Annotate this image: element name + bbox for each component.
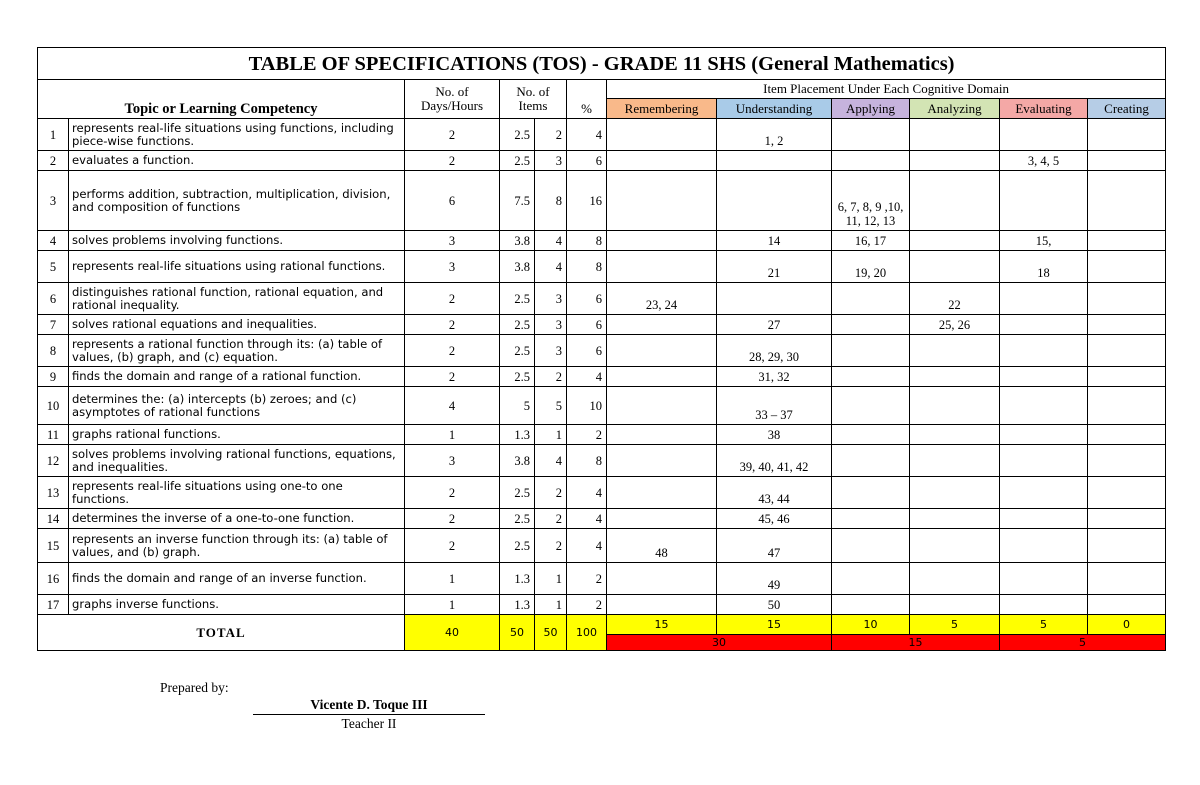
placement-rem-cell [607,171,717,231]
placement-cre-cell [1088,563,1166,595]
placement-ana-cell: 22 [910,283,1000,315]
placement-cre-cell [1088,425,1166,445]
signatory-name: Vicente D. Toque III [253,697,485,715]
placement-eva-cell [1000,509,1088,529]
placement-und-cell: 31, 32 [717,367,832,387]
placement-und-cell: 50 [717,595,832,615]
table-row [38,563,1166,595]
placement-app-cell [832,595,910,615]
topic-header: Topic or Learning Competency [38,80,405,119]
items-cell: 3 [535,315,567,335]
row-number: 3 [38,171,69,231]
placement-rem-cell [607,563,717,595]
placement-cre-cell [1088,335,1166,367]
percent-cell: 4 [567,509,607,529]
table-row [38,387,1166,425]
items-cell: 5 [535,387,567,425]
total-items-computed: 50 [500,615,535,651]
placement-cre-cell [1088,283,1166,315]
row-number: 7 [38,315,69,335]
items-cell: 3 [535,151,567,171]
placement-eva-cell: 3, 4, 5 [1000,151,1088,171]
placement-app-cell [832,425,910,445]
total-row [38,615,1166,635]
days-cell: 4 [405,387,500,425]
items-computed-cell: 5 [500,387,535,425]
percent-cell: 4 [567,367,607,387]
competency-cell: finds the domain and range of a rational function. [69,367,405,387]
items-cell: 2 [535,119,567,151]
days-cell: 2 [405,151,500,171]
items-computed-cell: 2.5 [500,151,535,171]
placement-cre-cell [1088,445,1166,477]
placement-und-cell: 1, 2 [717,119,832,151]
total-percent: 100 [567,615,607,651]
items-cell: 2 [535,367,567,387]
days-cell: 2 [405,509,500,529]
placement-ana-cell [910,595,1000,615]
table-row [38,595,1166,615]
row-number: 16 [38,563,69,595]
placement-ana-cell [910,445,1000,477]
percent-header: % [567,80,607,119]
items-cell: 4 [535,445,567,477]
percent-cell: 6 [567,315,607,335]
table-row [38,367,1166,387]
domain-evaluating: Evaluating [1000,99,1088,119]
competency-cell: finds the domain and range of an inverse function. [69,563,405,595]
days-cell: 3 [405,445,500,477]
placement-rem-cell [607,315,717,335]
placement-rem-cell [607,151,717,171]
table-row [38,151,1166,171]
percent-cell: 8 [567,231,607,251]
items-cell: 1 [535,425,567,445]
competency-cell: represents real-life situations using one-to one functions. [69,477,405,509]
percent-cell: 6 [567,151,607,171]
page-title: TABLE OF SPECIFICATIONS (TOS) - GRADE 11 SHS (General Mathematics) [38,48,1166,80]
placement-und-cell: 49 [717,563,832,595]
placement-app-cell [832,335,910,367]
items-cell: 1 [535,595,567,615]
items-cell: 8 [535,171,567,231]
row-number: 17 [38,595,69,615]
competency-cell: represents real-life situations using functions, including piece-wise functions. [69,119,405,151]
placement-rem-cell [607,425,717,445]
placement-app-cell [832,151,910,171]
row-number: 12 [38,445,69,477]
placement-eva-cell: 15, [1000,231,1088,251]
placement-und-cell: 21 [717,251,832,283]
items-computed-cell: 2.5 [500,119,535,151]
table-row [38,509,1166,529]
placement-cre-cell [1088,119,1166,151]
table-row [38,425,1166,445]
total-days: 40 [405,615,500,651]
placement-app-cell [832,387,910,425]
items-cell: 4 [535,251,567,283]
placement-ana-cell [910,563,1000,595]
items-cell: 1 [535,563,567,595]
row-number: 13 [38,477,69,509]
placement-app-cell: 16, 17 [832,231,910,251]
placement-rem-cell [607,509,717,529]
placement-cre-cell [1088,477,1166,509]
placement-und-cell [717,171,832,231]
table-row [38,119,1166,151]
placement-app-cell [832,509,910,529]
placement-rem-cell [607,477,717,509]
percent-cell: 8 [567,445,607,477]
items-computed-cell: 2.5 [500,283,535,315]
days-cell: 1 [405,563,500,595]
domain-analyzing: Analyzing [910,99,1000,119]
placement-cre-cell [1088,387,1166,425]
placement-app-cell [832,445,910,477]
placement-app-cell [832,563,910,595]
placement-und-cell [717,283,832,315]
placement-app-cell [832,367,910,387]
tos-table [37,47,1166,651]
percent-cell: 8 [567,251,607,283]
total-applying: 10 [832,615,910,635]
placement-eva-cell [1000,477,1088,509]
items-computed-cell: 3.8 [500,445,535,477]
items-computed-cell: 1.3 [500,563,535,595]
row-number: 6 [38,283,69,315]
row-number: 10 [38,387,69,425]
placement-eva-cell [1000,367,1088,387]
items-computed-cell: 3.8 [500,231,535,251]
placement-ana-cell [910,529,1000,563]
competency-cell: solves problems involving rational functions, equations, and inequalities. [69,445,405,477]
items-cell: 3 [535,335,567,367]
row-number: 4 [38,231,69,251]
days-cell: 2 [405,119,500,151]
placement-rem-cell [607,387,717,425]
competency-cell: distinguishes rational function, rational equation, and rational inequality. [69,283,405,315]
days-cell: 2 [405,335,500,367]
items-computed-cell: 2.5 [500,335,535,367]
placement-eva-cell [1000,315,1088,335]
placement-eva-cell [1000,445,1088,477]
competency-cell: determines the inverse of a one-to-one function. [69,509,405,529]
days-cell: 2 [405,367,500,387]
percent-cell: 6 [567,283,607,315]
placement-ana-cell [910,171,1000,231]
placement-rem-cell: 48 [607,529,717,563]
placement-eva-cell [1000,335,1088,367]
placement-rem-cell [607,367,717,387]
row-number: 14 [38,509,69,529]
row-number: 2 [38,151,69,171]
items-cell: 4 [535,231,567,251]
total-remembering: 15 [607,615,717,635]
placement-ana-cell: 25, 26 [910,315,1000,335]
total-evaluating: 5 [1000,615,1088,635]
placement-und-cell: 47 [717,529,832,563]
placement-und-cell [717,151,832,171]
placement-app-cell [832,283,910,315]
row-number: 15 [38,529,69,563]
items-computed-cell: 2.5 [500,315,535,335]
competency-cell: determines the: (a) intercepts (b) zeroes; and (c) asymptotes of rational functions [69,387,405,425]
percent-cell: 16 [567,171,607,231]
placement-ana-cell [910,251,1000,283]
domain-applying: Applying [832,99,910,119]
items-computed-cell: 2.5 [500,509,535,529]
days-cell: 1 [405,595,500,615]
higher-order-total: 5 [1000,635,1166,651]
percent-cell: 4 [567,477,607,509]
placement-cre-cell [1088,171,1166,231]
total-analyzing: 5 [910,615,1000,635]
placement-cre-cell [1088,529,1166,563]
table-row [38,445,1166,477]
placement-ana-cell [910,119,1000,151]
competency-cell: solves rational equations and inequalities. [69,315,405,335]
days-cell: 2 [405,529,500,563]
placement-eva-cell [1000,595,1088,615]
percent-cell: 2 [567,563,607,595]
placement-cre-cell [1088,509,1166,529]
table-row [38,171,1166,231]
placement-cre-cell [1088,595,1166,615]
placement-rem-cell [607,119,717,151]
prepared-by-label: Prepared by: [160,680,229,695]
placement-ana-cell [910,477,1000,509]
placement-und-cell: 39, 40, 41, 42 [717,445,832,477]
percent-cell: 6 [567,335,607,367]
placement-app-cell: 19, 20 [832,251,910,283]
days-cell: 3 [405,251,500,283]
placement-eva-cell [1000,387,1088,425]
competency-cell: solves problems involving functions. [69,231,405,251]
placement-rem-cell: 23, 24 [607,283,717,315]
placement-ana-cell [910,509,1000,529]
placement-eva-cell [1000,171,1088,231]
placement-cre-cell [1088,231,1166,251]
days-cell: 6 [405,171,500,231]
placement-app-cell: 6, 7, 8, 9 ,10, 11, 12, 13 [832,171,910,231]
items-computed-cell: 2.5 [500,367,535,387]
total-creating: 0 [1088,615,1166,635]
placement-rem-cell [607,445,717,477]
competency-cell: graphs rational functions. [69,425,405,445]
competency-cell: performs addition, subtraction, multiplication, division, and composition of functions [69,171,405,231]
items-computed-cell: 2.5 [500,529,535,563]
placement-eva-cell [1000,563,1088,595]
placement-eva-cell: 18 [1000,251,1088,283]
competency-cell: graphs inverse functions. [69,595,405,615]
placement-und-cell: 45, 46 [717,509,832,529]
placement-ana-cell [910,335,1000,367]
days-cell: 2 [405,477,500,509]
row-number: 8 [38,335,69,367]
items-cell: 2 [535,477,567,509]
items-cell: 3 [535,283,567,315]
middle-order-total: 15 [832,635,1000,651]
total-items: 50 [535,615,567,651]
placement-und-cell: 28, 29, 30 [717,335,832,367]
row-number: 1 [38,119,69,151]
placement-ana-cell [910,367,1000,387]
table-row [38,529,1166,563]
placement-und-cell: 38 [717,425,832,445]
table-row [38,315,1166,335]
table-row [38,283,1166,315]
items-computed-cell: 7.5 [500,171,535,231]
placement-app-cell [832,529,910,563]
placement-rem-cell [607,251,717,283]
competency-cell: evaluates a function. [69,151,405,171]
items-header: No. of Items [500,80,567,119]
items-cell: 2 [535,509,567,529]
items-cell: 2 [535,529,567,563]
placement-rem-cell [607,595,717,615]
lower-order-total: 30 [607,635,832,651]
domain-understanding: Understanding [717,99,832,119]
table-row [38,477,1166,509]
domain-creating: Creating [1088,99,1166,119]
row-number: 5 [38,251,69,283]
total-label: TOTAL [38,615,405,651]
competency-cell: represents real-life situations using rational functions. [69,251,405,283]
percent-cell: 4 [567,529,607,563]
placement-und-cell: 33 – 37 [717,387,832,425]
percent-cell: 10 [567,387,607,425]
percent-cell: 2 [567,595,607,615]
placement-ana-cell [910,425,1000,445]
table-row [38,231,1166,251]
placement-cre-cell [1088,251,1166,283]
items-computed-cell: 3.8 [500,251,535,283]
days-cell: 2 [405,283,500,315]
competency-cell: represents a rational function through its: (a) table of values, (b) graph, and (c) equation. [69,335,405,367]
days-cell: 1 [405,425,500,445]
days-cell: 3 [405,231,500,251]
items-computed-cell: 1.3 [500,425,535,445]
placement-und-cell: 27 [717,315,832,335]
competency-cell: represents an inverse function through its: (a) table of values, and (b) graph. [69,529,405,563]
placement-eva-cell [1000,425,1088,445]
table-row [38,251,1166,283]
row-number: 11 [38,425,69,445]
items-computed-cell: 1.3 [500,595,535,615]
placement-cre-cell [1088,315,1166,335]
placement-ana-cell [910,151,1000,171]
placement-app-cell [832,315,910,335]
table-row [38,335,1166,367]
domain-remembering: Remembering [607,99,717,119]
placement-header: Item Placement Under Each Cognitive Domain [607,80,1166,99]
placement-ana-cell [910,231,1000,251]
placement-app-cell [832,477,910,509]
percent-cell: 2 [567,425,607,445]
items-computed-cell: 2.5 [500,477,535,509]
placement-und-cell: 43, 44 [717,477,832,509]
signatory-position: Teacher II [341,716,397,731]
placement-cre-cell [1088,151,1166,171]
percent-cell: 4 [567,119,607,151]
placement-ana-cell [910,387,1000,425]
placement-cre-cell [1088,367,1166,387]
row-number: 9 [38,367,69,387]
placement-rem-cell [607,335,717,367]
total-understanding: 15 [717,615,832,635]
placement-rem-cell [607,231,717,251]
placement-eva-cell [1000,529,1088,563]
placement-app-cell [832,119,910,151]
days-cell: 2 [405,315,500,335]
placement-eva-cell [1000,119,1088,151]
placement-und-cell: 14 [717,231,832,251]
placement-eva-cell [1000,283,1088,315]
days-header: No. of Days/Hours [405,80,500,119]
